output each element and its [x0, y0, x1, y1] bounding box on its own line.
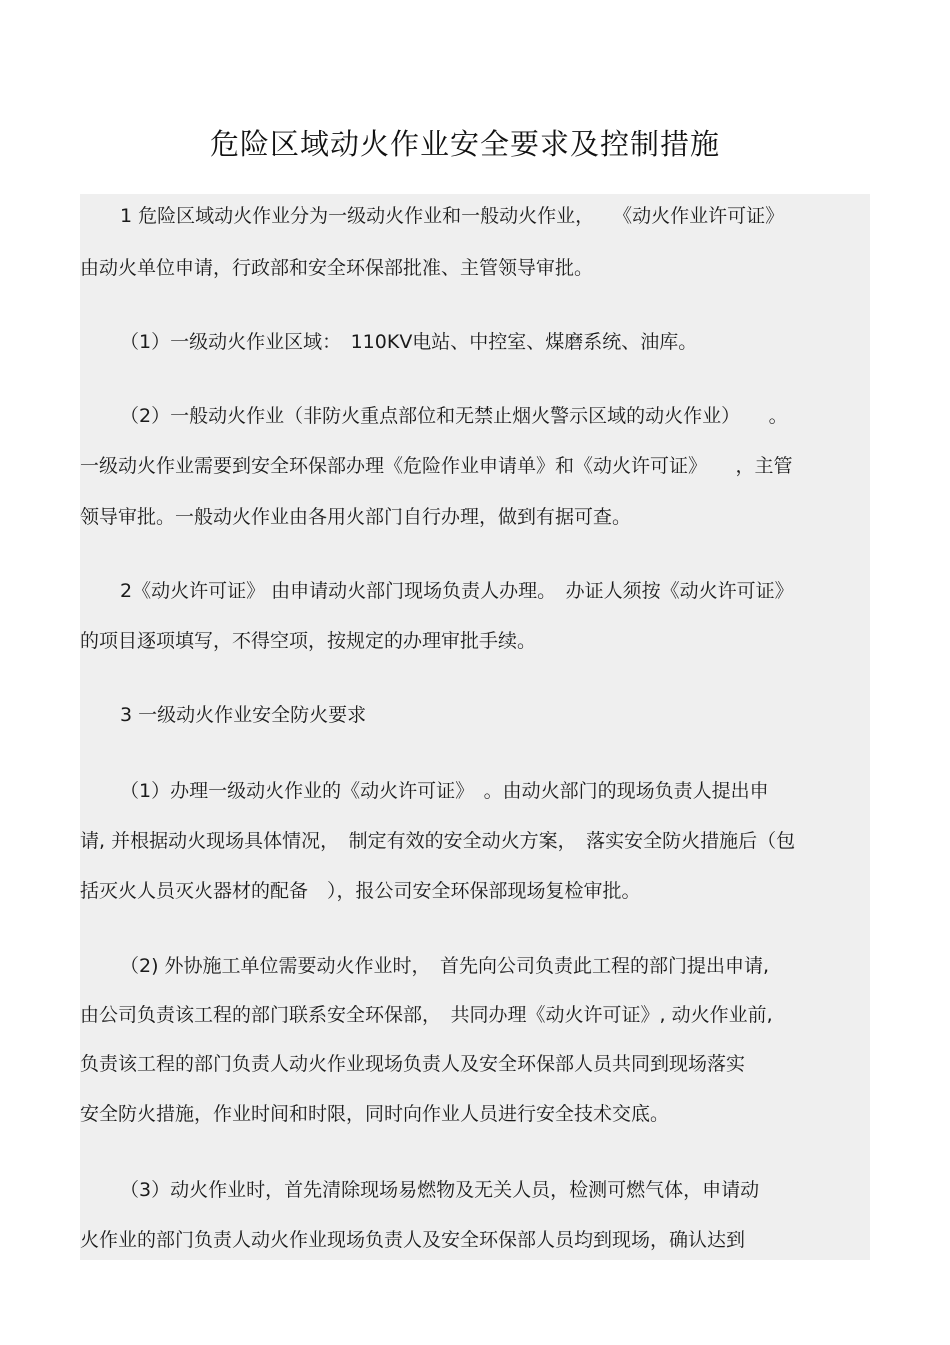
paragraph-line: 的项目逐项填写，不得空项，按规定的办理审批手续。 — [80, 630, 537, 652]
paragraph-line: 负责该工程的部门负责人动火作业现场负责人及安全环保部人员共同到现场落实 — [80, 1053, 746, 1075]
paragraph-line: （1）一级动火作业区域： 110KV电站、中控室、煤磨系统、油库。 — [120, 331, 698, 353]
paragraph-line: 括灭火人员灭火器材的配备 ），报公司安全环保部现场复检审批。 — [80, 880, 641, 902]
section-heading: 3 一级动火作业安全防火要求 — [120, 704, 367, 726]
document-title: 危险区域动火作业安全要求及控制措施 — [209, 127, 720, 161]
paragraph-line: （2) 外协施工单位需要动火作业时， 首先向公司负责此工程的部门提出申请, — [120, 955, 770, 977]
paragraph-line: 请, 并根据动火现场具体情况， 制定有效的安全动火方案， 落实安全防火措施后（包 — [80, 830, 796, 852]
paragraph-line: 一级动火作业需要到安全环保部办理《危险作业申请单》和《动火许可证》 ，主管 — [80, 455, 793, 477]
document-body — [80, 194, 870, 1260]
paragraph-line: 火作业的部门负责人动火作业现场负责人及安全环保部人员均到现场，确认达到 — [80, 1229, 746, 1251]
paragraph-line: 由公司负责该工程的部门联系安全环保部， 共同办理《动火许可证》, 动火作业前, — [80, 1004, 773, 1026]
paragraph-line: 2《动火许可证》 由申请动火部门现场负责人办理。 办证人须按《动火许可证》 — [120, 580, 794, 602]
paragraph-line: （2）一般动火作业（非防火重点部位和无禁止烟火警示区域的动火作业） 。 — [120, 405, 788, 427]
paragraph-line: （3）动火作业时，首先清除现场易燃物及无关人员，检测可燃气体，申请动 — [120, 1179, 760, 1201]
paragraph-line: 安全防火措施，作业时间和时限，同时向作业人员进行安全技术交底。 — [80, 1103, 670, 1125]
paragraph-line: 1 危险区域动火作业分为一级动火作业和一般动火作业， 《动火作业许可证》 — [120, 205, 785, 227]
paragraph-line: （1）办理一级动火作业的《动火许可证》 。由动火部门的现场负责人提出申 — [120, 780, 769, 802]
paragraph-line: 领导审批。一般动火作业由各用火部门自行办理，做到有据可查。 — [80, 506, 632, 528]
paragraph-line: 由动火单位申请，行政部和安全环保部批准、主管领导审批。 — [80, 257, 594, 279]
